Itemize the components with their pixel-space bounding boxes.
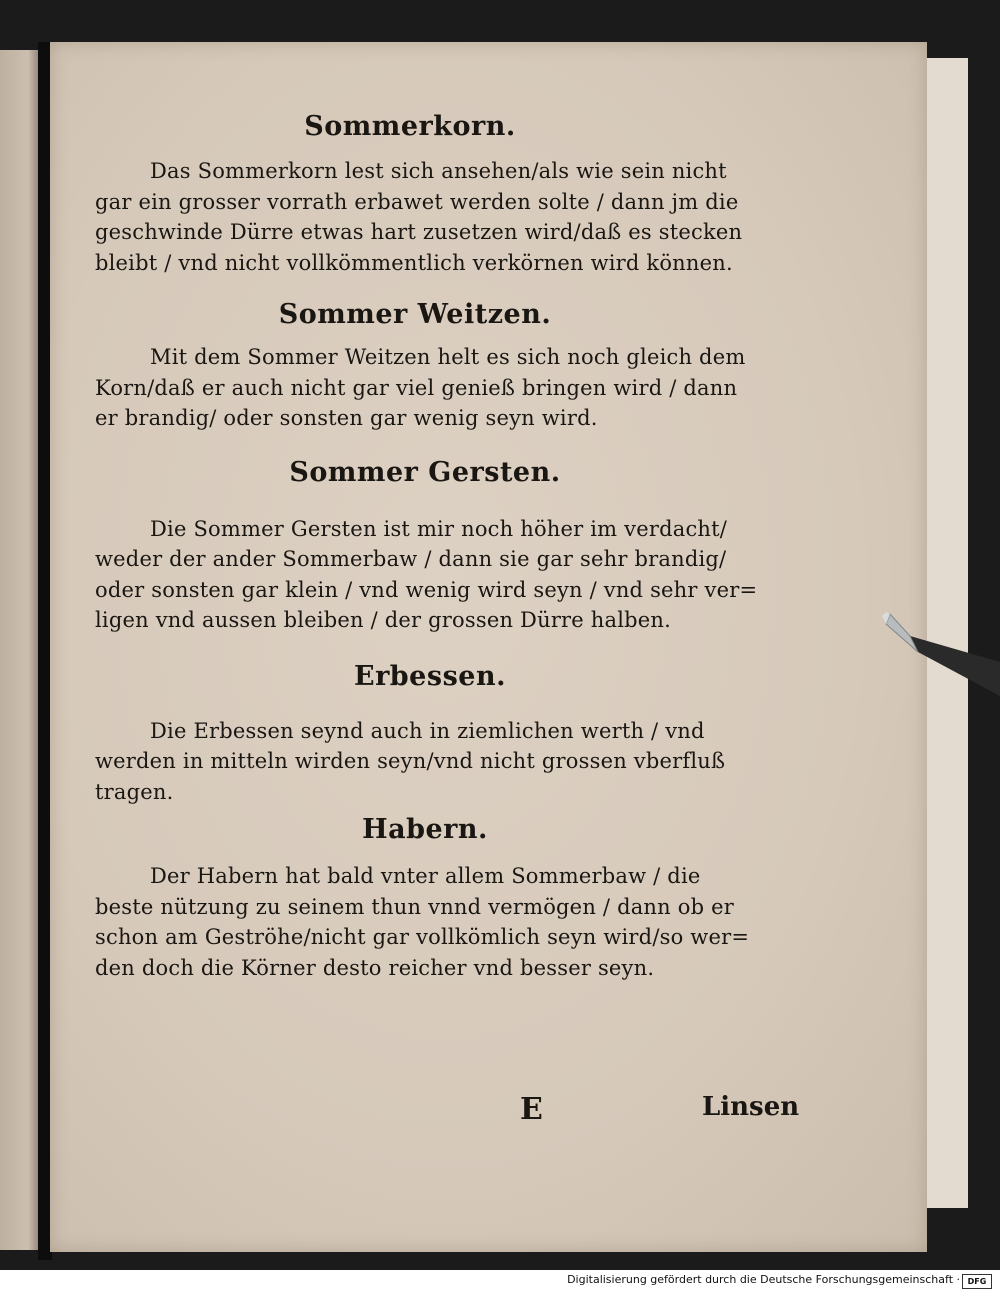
section-paragraph [95, 716, 795, 808]
signature-mark: E [520, 1092, 543, 1127]
section-heading: Erbessen. [354, 660, 506, 692]
dfg-logo: DFG [962, 1274, 992, 1289]
section-heading: Sommerkorn. [304, 111, 516, 142]
text-line: weder der ander Sommerbaw / dann sie gar sehr brandig/ [95, 547, 727, 571]
text-line: Die Erbessen seynd auch in ziemlichen werth / vnd [150, 718, 705, 743]
text-line: er brandig/ oder sonsten gar wenig seyn wird. [95, 406, 598, 430]
section-paragraph [95, 342, 795, 434]
section-heading: Sommer Weitzen. [278, 299, 552, 330]
page-pointer-pen [880, 600, 1000, 700]
section-paragraph [95, 156, 795, 278]
text-line: Das Sommerkorn lest sich ansehen/als wie sein nicht [150, 159, 727, 183]
section-paragraph [95, 514, 795, 636]
section-paragraph [95, 861, 795, 983]
section-heading: Sommer Gersten. [289, 456, 561, 488]
section-sommer-weitzen [95, 298, 795, 434]
text-line: schon am Geströhe/nicht gar vollkömlich seyn wird/so wer= [95, 925, 750, 949]
text-line: Mit dem Sommer Weitzen helt es sich noch gleich dem [150, 345, 746, 369]
text-line: tragen. [95, 779, 174, 804]
text-line: Korn/daß er auch nicht gar viel genieß bringen wird / dann [95, 375, 738, 400]
text-line: gar ein grosser vorrath erbawet werden solte / dann jm die [95, 189, 739, 214]
text-line: geschwinde Dürre etwas hart zusetzen wird/daß es stecken [95, 220, 743, 244]
text-line: ligen vnd aussen bleiben / der grossen Dürre halben. [95, 608, 672, 632]
section-heading: Habern. [362, 814, 488, 845]
catchword: Linsen [702, 1092, 800, 1122]
left-page-edge [0, 50, 40, 1250]
text-line: Die Sommer Gersten ist mir noch höher im verdacht/ [150, 516, 728, 541]
footer-bar [0, 1270, 1000, 1292]
text-line: oder sonsten gar klein / vnd wenig wird seyn / vnd sehr ver= [95, 577, 758, 602]
section-erbessen [95, 660, 795, 808]
text-line: bleibt / vnd nicht vollkömmentlich verkörnen wird können. [95, 250, 733, 275]
section-habern [95, 813, 795, 983]
text-line: den doch die Körner desto reicher vnd besser seyn. [95, 955, 655, 980]
footer-credit: Digitalisierung gefördert durch die Deutsche Forschungsgemeinschaft · [567, 1273, 960, 1286]
text-line: beste nützung zu seinem thun vnnd vermögen / dann ob er [95, 894, 734, 919]
section-sommerkorn [95, 110, 795, 278]
text-line: werden in mitteln wirden seyn/vnd nicht grossen vberfluß [95, 749, 726, 773]
text-block [95, 102, 795, 983]
section-sommer-gersten [95, 456, 795, 636]
text-line: Der Habern hat bald vnter allem Sommerbaw / die [150, 864, 701, 888]
book-page [50, 42, 927, 1252]
